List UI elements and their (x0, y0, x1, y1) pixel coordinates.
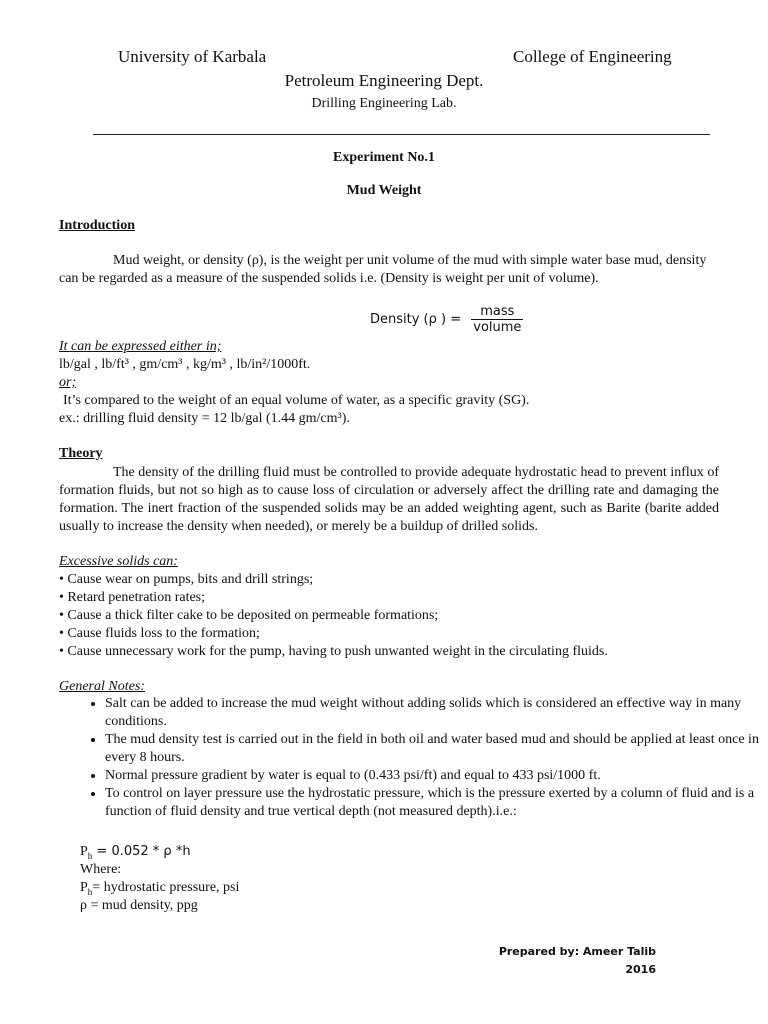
definition-sub: h (87, 886, 93, 897)
note-item: • To control on layer pressure use the hydrostatic pressure, which is the pressure exerted by a column of fluid and is a function of fluid density and true vertical depth (not measured depth).i.e.: (105, 785, 765, 821)
theory-heading: Theory (59, 446, 103, 461)
solids-item: • Cause wear on pumps, bits and drill strings; (59, 572, 314, 587)
equation-p: P (80, 844, 88, 859)
header-divider (93, 134, 710, 135)
formula-fraction (471, 304, 523, 335)
definition-rho: ρ = mud density, ppg (80, 898, 198, 913)
hydrostatic-equation (80, 844, 191, 861)
note-item: • Normal pressure gradient by water is equal to (0.433 psi/ft) and equal to 433 psi/1000 ft. (105, 767, 765, 785)
prepared-by: Prepared by: Ameer Talib (498, 945, 656, 958)
solids-item: • Cause fluids loss to the formation; (59, 626, 260, 641)
definition-p: P (80, 880, 88, 895)
solids-heading: Excessive solids can: (59, 554, 178, 569)
solids-item: • Cause unnecessary work for the pump, having to push unwanted weight in the circulating fluids. (59, 644, 608, 659)
year: 2016 (625, 963, 656, 976)
solids-item: • Retard penetration rates; (59, 590, 206, 605)
density-units: lb/gal , lb/ft³ , gm/cm³ , kg/m³ , lb/in²/1000ft. (59, 357, 311, 372)
equation-sub: h (87, 850, 93, 861)
formula-lhs: Density (ρ ) = (370, 312, 462, 327)
expressed-heading: It can be expressed either in; (59, 339, 222, 354)
university-name: University of Karbala (118, 47, 267, 66)
introduction-paragraph: Mud weight, or density (ρ), is the weight per unit volume of the mud with simple water base mud, density can be regarded as a measure of the suspended solids i.e. (Density is weight per unit of volume). (59, 253, 707, 286)
equation-rest: = 0.052 * ρ *h (92, 844, 191, 859)
formula-denominator: volume (473, 320, 522, 335)
theory-paragraph: The density of the drilling fluid must be controlled to provide adequate hydrostatic head to prevent influx of formation fluids, but not so high as to cause loss of circulation or adversely affect the drilling rate and damaging the formation. The inert fraction of the suspended solids may be an added weighting agent, such as Barite (barite added usually to increase the density when needed), or merely be a buildup of drilled solids. (59, 465, 719, 534)
department-name: Petroleum Engineering Dept. (284, 71, 484, 90)
density-formula (370, 304, 523, 335)
definition-rest: = hydrostatic pressure, psi (92, 880, 240, 895)
where-label: Where: (80, 862, 122, 877)
note-item: • The mud density test is carried out in the field in both oil and water based mud and should be applied at least once in every 8 hours. (105, 731, 765, 767)
formula-numerator: mass (471, 304, 523, 320)
note-item: • Salt can be added to increase the mud weight without adding solids which is considered an effective way in many conditions. (105, 695, 765, 731)
lab-name: Drilling Engineering Lab. (311, 96, 457, 111)
solids-item: • Cause a thick filter cake to be deposited on permeable formations; (59, 608, 439, 623)
or-label: or; (59, 375, 77, 390)
density-example: ex.: drilling fluid density = 12 lb/gal (1.44 gm/cm³). (59, 411, 350, 426)
specific-gravity-line: It’s compared to the weight of an equal volume of water, as a specific gravity (SG). (63, 393, 530, 408)
experiment-title: Mud Weight (346, 183, 422, 198)
experiment-number: Experiment No.1 (333, 150, 435, 165)
college-name: College of Engineering (513, 47, 672, 66)
definition-ph (80, 880, 239, 897)
notes-list (59, 695, 765, 821)
introduction-heading: Introduction (59, 218, 135, 233)
notes-heading: General Notes: (59, 679, 145, 694)
